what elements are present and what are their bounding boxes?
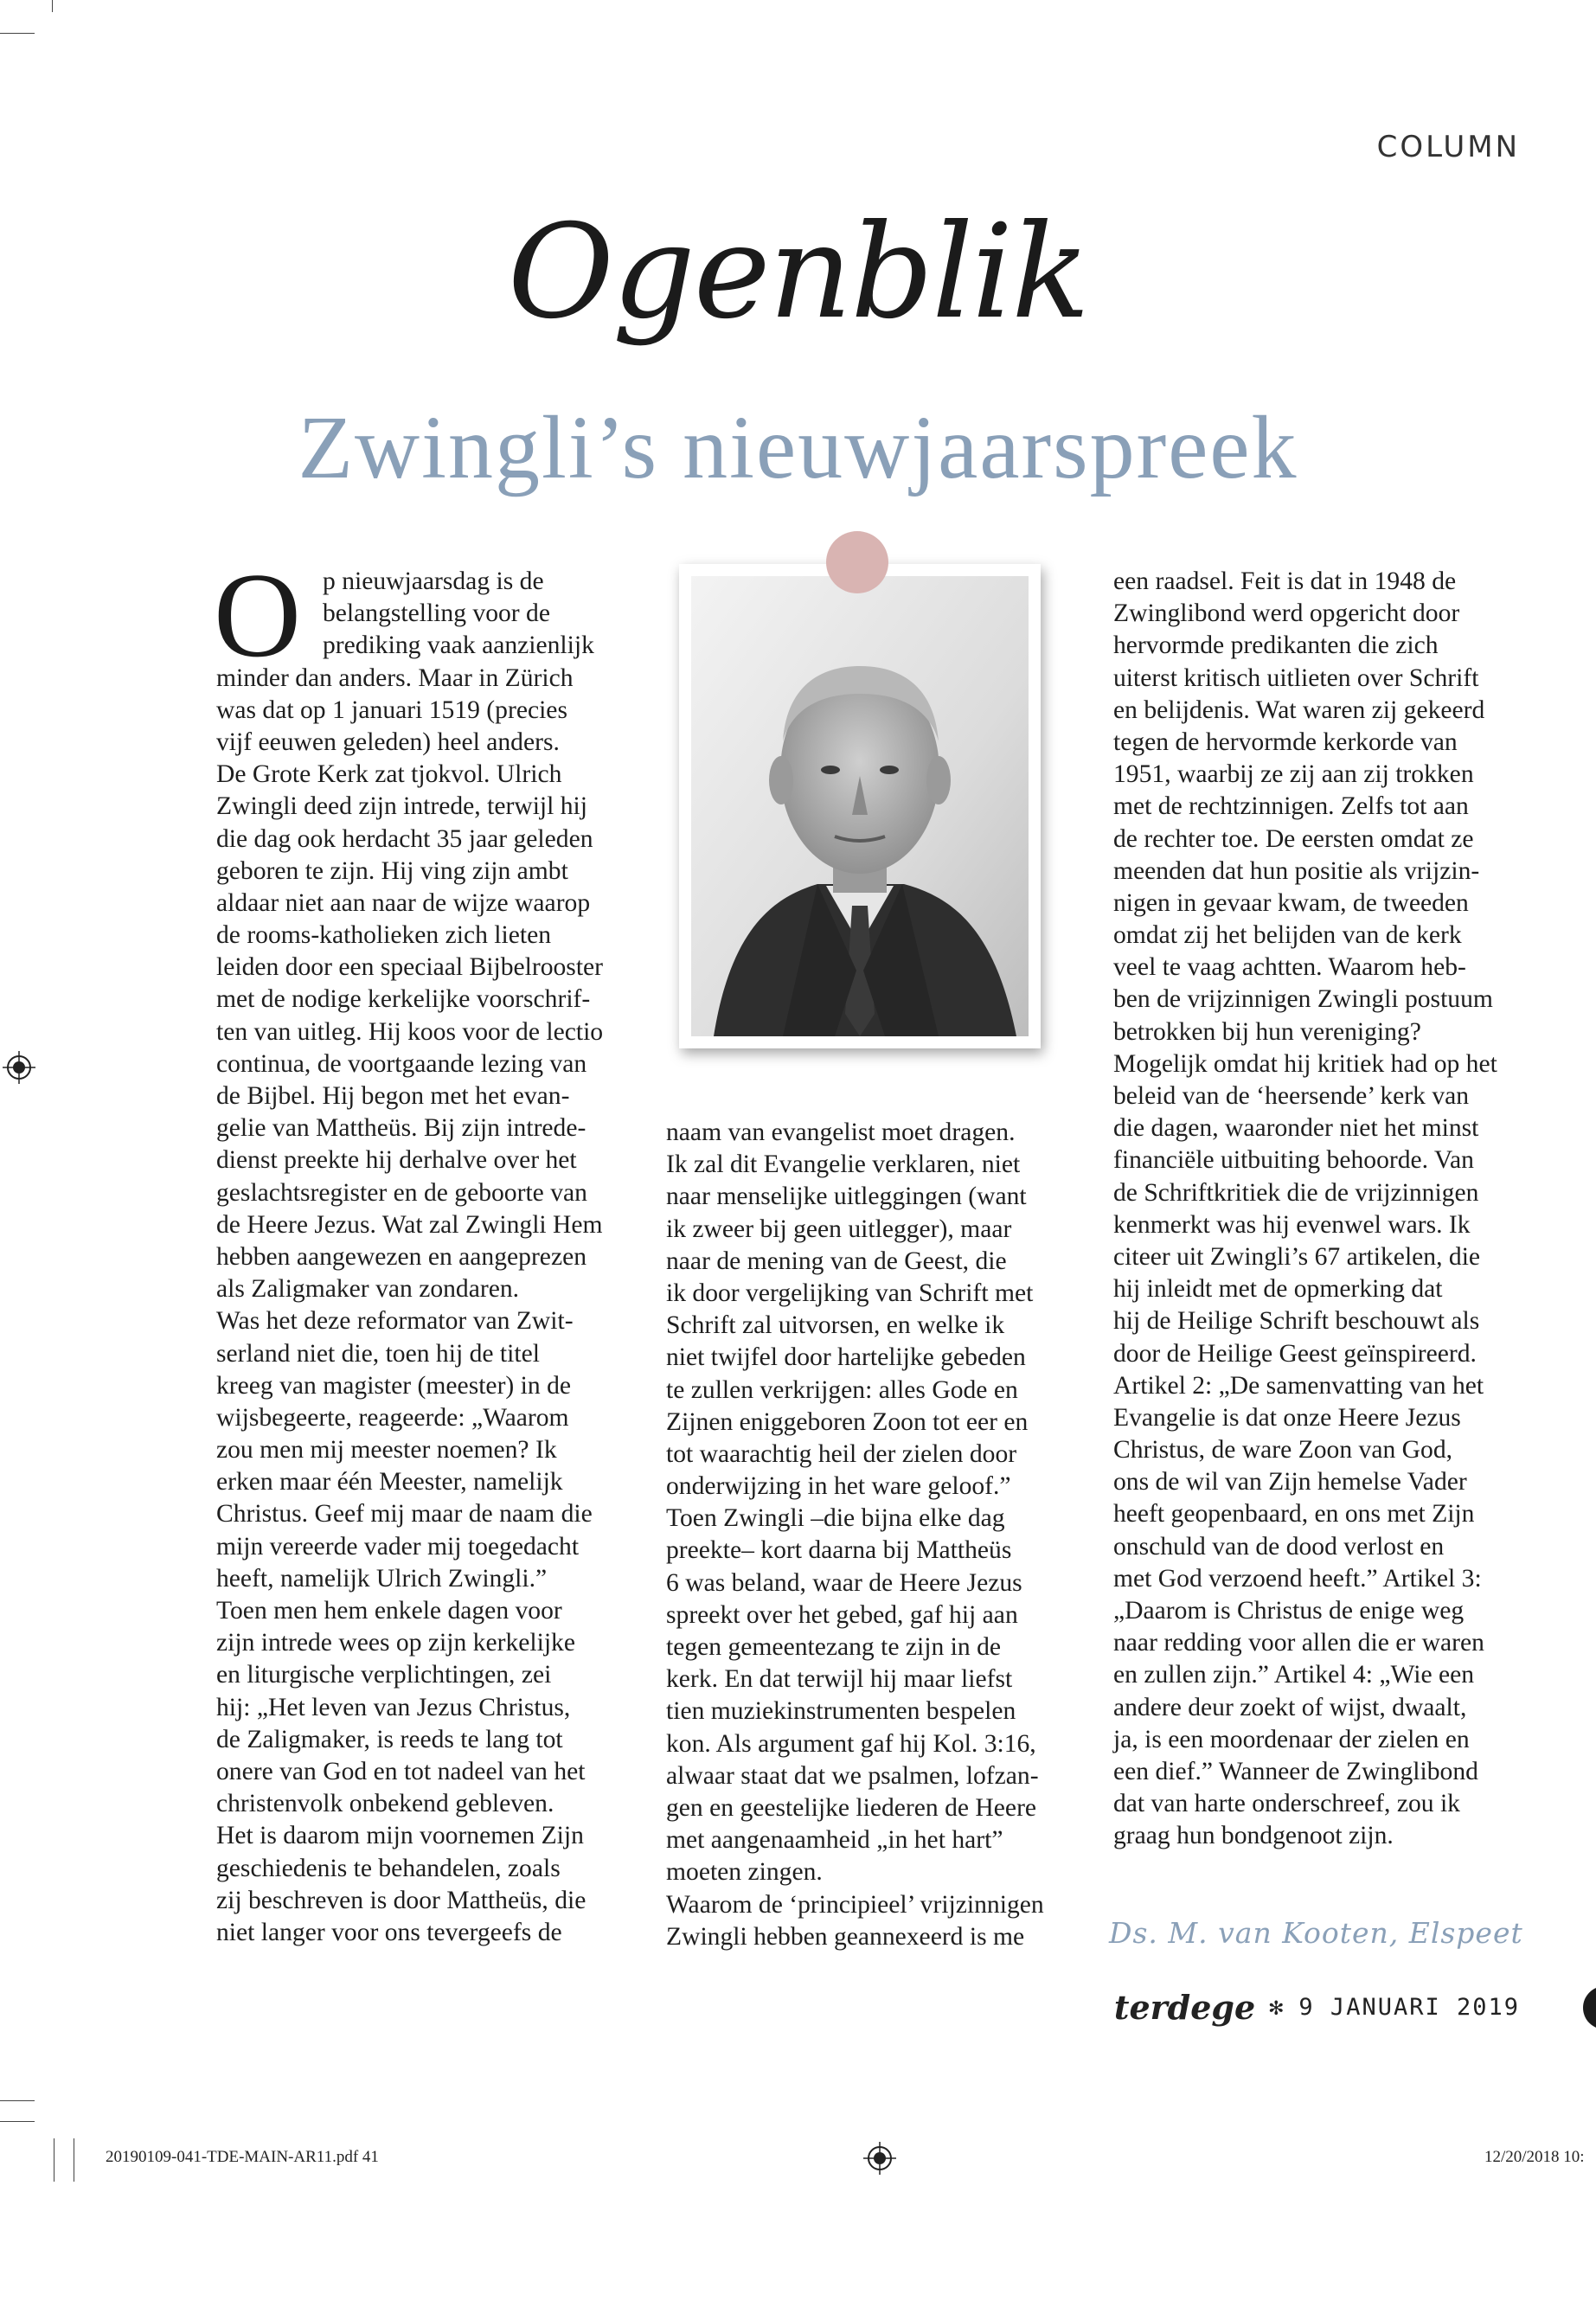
brand-logo: terdege — [1113, 1988, 1256, 2027]
text-line: wijsbegeerte, reageerde: „Waarom — [216, 1403, 569, 1432]
text-line: was dat op 1 januari 1519 (precies — [216, 695, 567, 724]
article-subtitle: Zwingli’s nieuwjaarspreek — [298, 398, 1298, 497]
text-line: financiële uitbuiting behoorde. Van — [1113, 1146, 1474, 1175]
text-line: leiden door een speciaal Bijbelrooster — [216, 953, 604, 982]
portrait-image — [679, 564, 1041, 1048]
crop-mark — [0, 33, 35, 34]
text-line: Christus, de ware Zoon van God, — [1113, 1436, 1453, 1465]
text-line: naar de mening van de Geest, die — [666, 1247, 1007, 1275]
text-line: Artikel 2: „De samenvatting van het — [1113, 1371, 1484, 1400]
text-line: en liturgische verplichtingen, zei — [216, 1661, 552, 1689]
text-line: Zwingli deed zijn intrede, terwijl hij — [216, 792, 587, 821]
text-line: de Schriftkritiek die de vrijzinnigen — [1113, 1178, 1479, 1207]
crop-mark — [0, 2100, 35, 2101]
text-line: veel te vaag achtten. Waarom heb- — [1113, 953, 1466, 982]
author-photo — [679, 564, 1041, 1048]
text-line: naam van evangelist moet dragen. — [666, 1118, 1016, 1146]
text-line: nigen in gevaar kwam, de tweeden — [1113, 888, 1469, 917]
text-line: dat van harte onderschreef, zou ik — [1113, 1790, 1460, 1818]
text-line: Toen men hem enkele dagen voor — [216, 1597, 562, 1625]
text-line: kenmerkt was hij evenwel wars. Ik — [1113, 1210, 1471, 1239]
text-line: met de nodige kerkelijke voorschrif- — [216, 985, 591, 1014]
text-line: hij inleidt met de opmerking dat — [1113, 1275, 1443, 1304]
text-line: de rooms-katholieken zich lieten — [216, 921, 552, 950]
text-column-2 — [666, 1117, 1044, 1953]
text-line: gen en geestelijke liederen de Heere — [666, 1793, 1037, 1822]
issue-date: 9 JANUARI 2019 — [1298, 1994, 1520, 2021]
text-line: niet twijfel door hartelijke gebeden — [666, 1343, 1026, 1372]
text-line: en zullen zijn.” Artikel 4: „Wie een — [1113, 1661, 1475, 1689]
text-line: aldaar niet aan naar de wijze waarop — [216, 888, 591, 917]
text-line: die dagen, waaronder niet het minst — [1113, 1114, 1479, 1143]
print-slug-timestamp: 12/20/2018 10: — [1484, 2148, 1585, 2166]
text-line: onderwijzing in het ware geloof.” — [666, 1472, 1011, 1501]
text-line: geslachtsregister en de geboorte van — [216, 1178, 587, 1207]
text-line: ons de wil van Zijn hemelse Vader — [1113, 1468, 1467, 1497]
text-line: hervormde predikanten die zich — [1113, 631, 1439, 660]
text-line: tien muziekinstrumenten bespelen — [666, 1697, 1016, 1726]
text-line: tot waarachtig heil der zielen door — [666, 1439, 1017, 1468]
text-line: gelie van Mattheüs. Bij zijn intrede- — [216, 1114, 586, 1143]
text-line: uiterst kritisch uitlieten over Schrift — [1113, 663, 1479, 692]
text-line: alwaar staat dat we psalmen, lofzan- — [666, 1761, 1039, 1790]
text-line: met de rechtzinnigen. Zelfs tot aan — [1113, 792, 1469, 821]
text-line: ten van uitleg. Hij koos voor de lectio — [216, 1017, 604, 1046]
text-line: hij de Heilige Schrift beschouwt als — [1113, 1307, 1480, 1336]
text-line: ik door vergelijking van Schrift met — [666, 1279, 1034, 1307]
section-label: COLUMN — [1376, 130, 1520, 164]
asterisk-icon: ✻ — [1269, 1994, 1285, 2021]
text-line: met aangenaamheid „in het hart” — [666, 1826, 1003, 1855]
text-line: beleid van de ‘heersende’ kerk van — [1113, 1082, 1470, 1110]
text-line: „Daarom is Christus de enige weg — [1113, 1597, 1465, 1625]
text-line: betrokken bij hun vereniging? — [1113, 1017, 1421, 1046]
text-line: te zullen verkrijgen: alles Gode en — [666, 1375, 1018, 1404]
text-line: vijf eeuwen geleden) heel anders. — [216, 727, 560, 756]
text-line: hij: „Het leven van Jezus Christus, — [216, 1693, 571, 1721]
byline: Ds. M. van Kooten, Elspeet — [1109, 1916, 1523, 1950]
text-line: erken maar één Meester, namelijk — [216, 1468, 563, 1497]
text-line: ben de vrijzinnigen Zwingli postuum — [1113, 985, 1493, 1014]
registration-mark-icon — [863, 2142, 896, 2175]
text-line: continua, de voortgaande lezing van — [216, 1049, 587, 1078]
text-line: naar redding voor allen die er waren — [1113, 1629, 1484, 1657]
page-footer — [1114, 1988, 1520, 2027]
text-line: naar menselijke uitleggingen (want — [666, 1183, 1027, 1211]
text-line: met God verzoend heeft.” Artikel 3: — [1113, 1564, 1482, 1593]
text-line: p nieuwjaarsdag is de — [323, 567, 544, 595]
text-line: ik zweer bij geen uitlegger), maar — [666, 1215, 1012, 1243]
text-line: Schrift zal uitvorsen, en welke ik — [666, 1311, 1005, 1340]
text-line: die dag ook herdacht 35 jaar geleden — [216, 824, 593, 853]
text-line: Christus. Geef mij maar de naam die — [216, 1500, 593, 1529]
drop-cap: O — [214, 548, 302, 683]
text-line: heeft geopenbaard, en ons met Zijn — [1113, 1500, 1475, 1529]
text-line: moeten zingen. — [666, 1858, 823, 1887]
text-line: Was het deze reformator van Zwit- — [216, 1307, 574, 1336]
text-line: prediking vaak aanzienlijk — [323, 631, 594, 660]
text-line: serland niet die, toen hij de titel — [216, 1339, 540, 1368]
text-line: citeer uit Zwingli’s 67 artikelen, die — [1113, 1242, 1481, 1271]
text-line: preekte– kort daarna bij Mattheüs — [666, 1536, 1012, 1565]
text-line: geschiedenis te behandelen, zoals — [216, 1854, 561, 1882]
text-line: een raadsel. Feit is dat in 1948 de — [1113, 567, 1457, 595]
text-line: Ik zal dit Evangelie verklaren, niet — [666, 1150, 1021, 1179]
crop-mark — [0, 2121, 35, 2122]
text-line: niet langer voor ons tevergeefs de — [216, 1918, 562, 1946]
text-line: tegen gemeentezang te zijn in de — [666, 1633, 1002, 1661]
text-line: christenvolk onbekend gebleven. — [216, 1790, 554, 1818]
text-line: andere deur zoekt of wijst, dwaalt, — [1113, 1693, 1467, 1721]
text-line: Evangelie is dat onze Heere Jezus — [1113, 1403, 1461, 1432]
text-line: kerk. En dat terwijl hij maar liefst — [666, 1665, 1013, 1694]
text-line: meenden dat hun positie als vrijzin- — [1113, 856, 1480, 885]
text-line: zij beschreven is door Mattheüs, die — [216, 1886, 586, 1914]
pin-dot — [826, 531, 888, 593]
text-line: zou men mij meester noemen? Ik — [216, 1436, 557, 1465]
text-column-1 — [216, 566, 603, 1949]
text-line: de rechter toe. De eersten omdat ze — [1113, 824, 1474, 853]
text-line: heeft, namelijk Ulrich Zwingli.” — [216, 1564, 548, 1593]
text-line: Toen Zwingli –die bijna elke dag — [666, 1504, 1005, 1533]
text-line: de Zaligmaker, is reeds te lang tot — [216, 1725, 563, 1753]
text-line: als Zaligmaker van zondaren. — [216, 1275, 520, 1304]
text-line: Waarom de ‘principieel’ vrijzinnigen — [666, 1890, 1044, 1919]
text-line: door de Heilige Geest geïnspireerd. — [1113, 1339, 1477, 1368]
text-line: kon. Als argument gaf hij Kol. 3:16, — [666, 1729, 1036, 1758]
text-line: een dief.” Wanneer de Zwinglibond — [1113, 1757, 1478, 1785]
text-line: onere van God en tot nadeel van het — [216, 1757, 586, 1785]
text-line: dienst preekte hij derhalve over het — [216, 1146, 577, 1175]
text-line: Zwingli hebben geannexeerd is me — [666, 1922, 1025, 1951]
crop-mark — [52, 0, 53, 12]
text-line: en belijdenis. Wat waren zij gekeerd — [1113, 695, 1485, 724]
text-line: 1951, waarbij ze zij aan zij trokken — [1113, 760, 1474, 789]
text-line: omdat zij het belijden van de kerk — [1113, 921, 1462, 950]
text-line: 6 was beland, waar de Heere Jezus — [666, 1568, 1022, 1597]
text-line: spreekt over het gebed, gaf hij aan — [666, 1600, 1018, 1629]
text-column-3 — [1113, 566, 1497, 1853]
text-line: Het is daarom mijn voornemen Zijn — [216, 1822, 584, 1850]
text-line: de Bijbel. Hij begon met het evan- — [216, 1082, 570, 1110]
registration-mark-icon — [3, 1051, 35, 1084]
text-line: Zwinglibond werd opgericht door — [1113, 599, 1460, 628]
text-line: belangstelling voor de — [323, 599, 550, 628]
text-line: Zijnen eniggeboren Zoon tot eer en — [666, 1407, 1029, 1436]
text-line: onschuld van de dood verlost en — [1113, 1532, 1445, 1561]
text-line: minder dan anders. Maar in Zürich — [216, 663, 574, 692]
text-line: ja, is een moordenaar der zielen en — [1113, 1725, 1470, 1753]
text-line: de Heere Jezus. Wat zal Zwingli Hem — [216, 1210, 603, 1239]
text-line: geboren te zijn. Hij ving zijn ambt — [216, 856, 568, 885]
page-number-tab — [1583, 1986, 1596, 2029]
article-title: Ogenblik — [507, 197, 1089, 348]
text-line: zijn intrede wees op zijn kerkelijke — [216, 1629, 575, 1657]
text-line: hebben aangewezen en aangeprezen — [216, 1242, 587, 1271]
text-line: Mogelijk omdat hij kritiek had op het — [1113, 1049, 1497, 1078]
print-slug-file: 20190109-041-TDE-MAIN-AR11.pdf 41 — [106, 2148, 379, 2166]
text-line: mijn vereerde vader mij toegedacht — [216, 1532, 580, 1561]
text-line: kreeg van magister (meester) in de — [216, 1371, 572, 1400]
text-line: graag hun bondgenoot zijn. — [1113, 1822, 1394, 1850]
text-line: tegen de hervormde kerkorde van — [1113, 727, 1458, 756]
text-line: De Grote Kerk zat tjokvol. Ulrich — [216, 760, 562, 789]
